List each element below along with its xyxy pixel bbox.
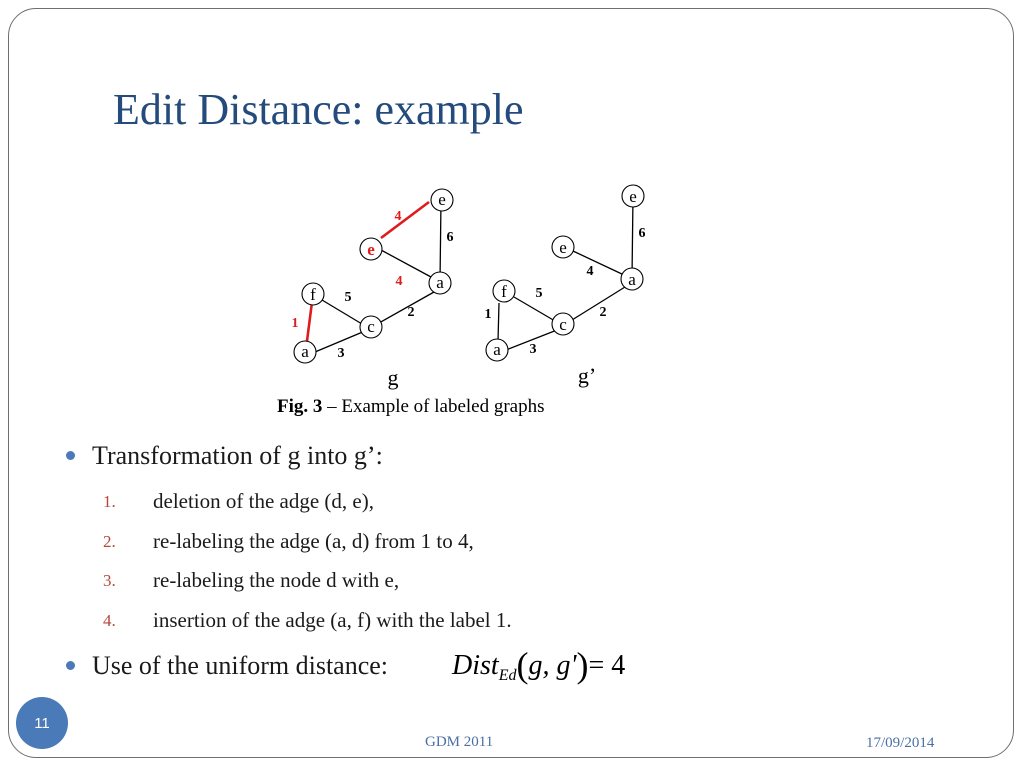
step-text: re-labeling the adge (a, d) from 1 to 4, (153, 529, 474, 553)
edge-label-1: 1 (291, 316, 299, 331)
caption-text: – Example of labeled graphs (322, 396, 545, 417)
formula-rhs: = 4 (588, 650, 626, 681)
edge-f-c (322, 300, 362, 324)
formula-open-paren: ( (516, 645, 529, 685)
bullet-dot (66, 451, 75, 460)
slide-title: Edit Distance: example (113, 85, 524, 134)
svg-text:e: e (559, 238, 567, 257)
node-a-right (429, 272, 451, 294)
graph-g-prime-name: g’ (577, 363, 597, 388)
node-e-mid (552, 236, 574, 258)
edge-label-3: 3 (529, 342, 537, 357)
node-c (360, 316, 382, 338)
edge-label-5: 5 (344, 290, 352, 305)
graphs-figure (270, 175, 670, 395)
node-f (493, 280, 515, 302)
bullet-transformation: Transformation of g into g’: (92, 441, 383, 470)
formula-subscript: Ed (498, 667, 517, 684)
svg-text:e: e (438, 190, 446, 209)
bullet-uniform-distance: Use of the uniform distance: (92, 651, 389, 680)
svg-text:a: a (628, 270, 636, 289)
edge-label-4-top: 4 (394, 209, 402, 224)
edge-label-5: 5 (535, 286, 543, 301)
graph-g (292, 189, 454, 390)
node-c (552, 313, 574, 335)
edge-f-a (498, 303, 499, 341)
step-number: 4. (103, 611, 116, 630)
edge-e-e-highlight (381, 202, 429, 238)
svg-text:e: e (367, 240, 375, 259)
svg-text:e: e (629, 187, 637, 206)
edge-label-6: 6 (446, 230, 454, 245)
node-a-right (621, 268, 643, 290)
slide-number-badge: 11 (16, 697, 68, 749)
node-a-bottom (486, 339, 508, 361)
svg-text:a: a (493, 340, 501, 359)
edge-label-2: 2 (599, 305, 607, 320)
svg-text:c: c (367, 317, 375, 336)
formula-args: g, g' (528, 650, 577, 681)
edge-label-2: 2 (407, 305, 415, 320)
svg-text:a: a (301, 342, 309, 361)
node-e-top (622, 185, 644, 207)
svg-text:c: c (559, 315, 567, 334)
formula-close-paren: ) (576, 645, 589, 685)
svg-text:f: f (501, 282, 507, 301)
step-number: 2. (103, 532, 116, 551)
distance-formula (452, 644, 625, 686)
edge-f-c (514, 297, 555, 321)
edge-e-a-mid (573, 251, 624, 275)
node-a-bottom (294, 341, 316, 363)
step-number: 1. (103, 492, 116, 511)
edge-e-a-lower (381, 250, 431, 277)
footer-conference: GDM 2011 (425, 734, 494, 750)
edge-e-a (632, 196, 633, 278)
bullet-dot (66, 661, 75, 670)
footer-date: 17/09/2014 (866, 735, 935, 751)
edge-label-4: 4 (586, 264, 594, 279)
node-e-top (431, 189, 453, 211)
step-text: re-labeling the node d with e, (153, 568, 400, 592)
graph-g-prime (485, 185, 646, 388)
graph-g-name: g (387, 365, 399, 390)
svg-text:f: f (310, 285, 316, 304)
svg-text:a: a (436, 273, 444, 292)
figure-caption (277, 396, 545, 418)
formula-dist: Dist (452, 650, 499, 681)
edge-a-c (572, 287, 625, 320)
node-e-red (360, 238, 382, 260)
edge-label-4-mid: 4 (395, 274, 403, 289)
edge-e-a (440, 200, 441, 282)
step-text: deletion of the adge (d, e), (153, 489, 374, 513)
edge-a-c (379, 292, 434, 323)
edge-label-1: 1 (484, 307, 492, 322)
step-number: 3. (103, 571, 116, 590)
edge-label-6: 6 (638, 226, 646, 241)
edge-f-a-highlight (307, 302, 312, 341)
caption-label: Fig. 3 (277, 396, 323, 417)
edge-label-3: 3 (337, 346, 345, 361)
node-f (302, 283, 324, 305)
step-text: insertion of the adge (a, f) with the label 1. (153, 608, 512, 632)
